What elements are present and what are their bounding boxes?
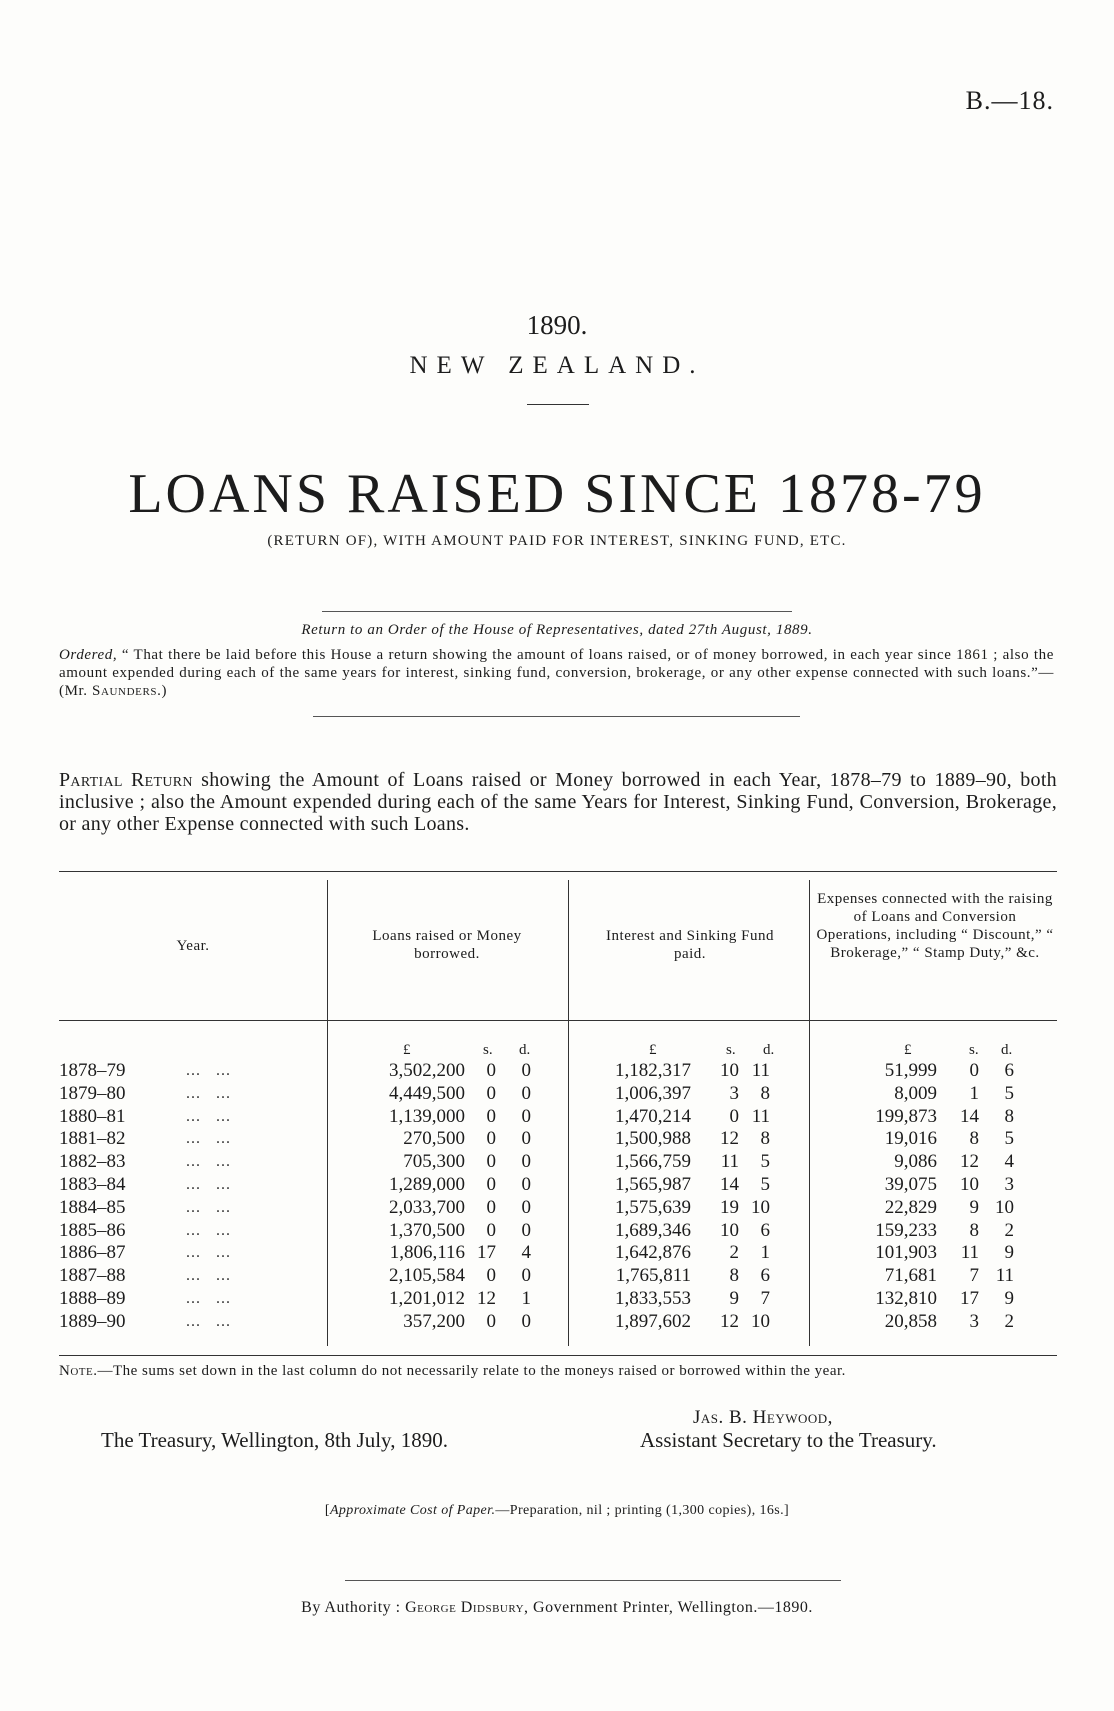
printer-name: George Didsbury [405,1599,525,1616]
imprint-rest: , Government Printer, Wellington.—1890. [524,1599,813,1616]
unit-pound: £ [904,1042,912,1058]
loans-pence: 1 [521,1288,531,1309]
ordered-label: Ordered, [59,647,118,663]
row-year: 1883–84 [59,1174,126,1195]
interest-pounds: 1,565,987 [615,1174,691,1195]
loans-pence: 0 [521,1196,531,1218]
interest-pence: 8 [760,1128,770,1150]
table-note [59,1363,1057,1380]
interest-pence: 8 [760,1082,770,1104]
row-year: 1886–87 [59,1242,126,1264]
leader-dots: ... ... [186,1062,231,1079]
expenses-pounds: 22,829 [884,1196,937,1218]
expenses-pounds: 199,873 [875,1105,937,1127]
loans-pence: 0 [521,1219,531,1241]
divider [313,716,800,717]
expenses-pence: 4 [1004,1151,1014,1173]
table-row [59,1288,1057,1310]
row-year: 1885–86 [59,1219,126,1241]
loans-pounds: 1,289,000 [389,1174,465,1195]
loans-pounds: 705,300 [403,1151,465,1173]
interest-pounds: 1,765,811 [615,1265,691,1287]
interest-pounds: 1,566,759 [615,1151,691,1173]
column-header-year: Year. [176,938,210,954]
row-year: 1879–80 [59,1082,126,1104]
cost-label: Approximate Cost of Paper. [329,1503,496,1518]
expenses-shillings: 11 [960,1242,979,1264]
table-row [59,1197,1057,1219]
interest-pence: 10 [751,1310,770,1332]
expenses-pence: 5 [1004,1082,1014,1104]
interest-pounds: 1,182,317 [615,1060,691,1081]
table-caption [59,769,1057,835]
loans-shillings: 0 [486,1151,496,1173]
loans-shillings: 0 [486,1128,496,1150]
row-year: 1887–88 [59,1265,126,1287]
loans-pence: 0 [521,1174,531,1195]
expenses-pounds: 8,009 [894,1082,937,1104]
interest-shillings: 12 [720,1128,739,1150]
note-label: Note. [59,1363,98,1379]
loans-pounds: 3,502,200 [389,1060,465,1081]
row-year: 1880–81 [59,1105,126,1127]
interest-pence: 5 [760,1151,770,1173]
expenses-pence: 9 [1004,1242,1014,1264]
expenses-shillings: 12 [960,1151,979,1173]
signature-place: The Treasury, Wellington, 8th July, 1890. [101,1428,448,1452]
loans-pounds: 270,500 [403,1128,465,1150]
expenses-shillings: 10 [960,1174,979,1195]
leader-dots: ... ... [186,1176,231,1193]
loans-pounds: 357,200 [403,1310,465,1332]
loans-shillings: 0 [486,1196,496,1218]
expenses-shillings: 1 [969,1082,979,1104]
expenses-pounds: 19,016 [884,1128,937,1150]
interest-pence: 6 [760,1265,770,1287]
table-row [59,1106,1057,1128]
row-year: 1882–83 [59,1151,126,1173]
expenses-pounds: 159,233 [875,1219,937,1241]
loans-shillings: 12 [477,1288,496,1309]
loans-pounds: 1,370,500 [389,1219,465,1241]
imprint-lead: By Authority : [301,1599,401,1616]
interest-pence: 11 [751,1060,770,1081]
unit-shilling: s. [969,1042,979,1058]
loans-pence: 4 [521,1242,531,1264]
interest-pence: 11 [751,1105,770,1127]
interest-pounds: 1,642,876 [615,1242,691,1264]
table-row [59,1265,1057,1287]
loans-pence: 0 [521,1128,531,1150]
interest-shillings: 14 [720,1174,739,1195]
row-year: 1888–89 [59,1288,126,1309]
publication-year: 1890. [526,310,588,340]
interest-pounds: 1,897,602 [615,1310,691,1332]
table-row [59,1151,1057,1173]
page-subtitle: (RETURN OF), WITH AMOUNT PAID FOR INTEREST, SINKING FUND, ETC. [267,533,847,549]
order-text [59,646,1054,700]
cost-line: [Approximate Cost of Paper.—Preparation, nil ; printing (1,300 copies), 16s.] [324,1503,790,1518]
interest-pounds: 1,833,553 [615,1288,691,1309]
expenses-pence: 10 [995,1196,1014,1218]
loans-pence: 0 [521,1060,531,1081]
country-heading: NEW ZEALAND. [409,352,705,379]
table-row [59,1311,1057,1333]
expenses-pence: 2 [1004,1310,1014,1332]
column-header-expenses: Expenses connected with the raising of Loans and Conversion Operations, including “ Discount,” “ Brokerage,” “ Stamp Duty,” &c. [816,891,1054,961]
expenses-pence: 11 [995,1265,1014,1287]
mover-name: Saunders [92,683,158,699]
interest-shillings: 10 [720,1219,739,1241]
table-row [59,1220,1057,1242]
loans-pounds: 1,201,012 [389,1288,465,1309]
loans-shillings: 0 [486,1174,496,1195]
loans-shillings: 0 [486,1082,496,1104]
unit-pence: d. [519,1042,531,1058]
loans-pence: 0 [521,1082,531,1104]
column-header-loans: Loans raised or Money borrowed. [372,928,522,962]
expenses-shillings: 3 [969,1310,979,1332]
expenses-shillings: 9 [969,1196,979,1218]
expenses-pence: 6 [1004,1060,1014,1081]
interest-pounds: 1,006,397 [615,1082,691,1104]
interest-pence: 5 [760,1174,770,1195]
divider [527,404,589,405]
unit-pence: d. [1001,1042,1013,1058]
caption-text: showing the Amount of Loans raised or Money borrowed in each Year, 1878–79 to 1889–90, both inclusive ; also the Amount expended during each of the same Years for Interest, Sinking Fund, Conversion, Brokerage, or any other Expense connected with such Loans. [59,769,1057,835]
loans-shillings: 17 [477,1242,496,1264]
signatory-name: Jas. B. Heywood, [693,1407,833,1428]
expenses-shillings: 8 [969,1128,979,1150]
interest-shillings: 3 [729,1082,739,1104]
caption-lead: Partial Return [59,769,193,791]
interest-pounds: 1,470,214 [615,1105,691,1127]
leader-dots: ... ... [186,1290,231,1307]
table-bottom-rule [59,1355,1057,1356]
loans-pounds: 2,105,584 [389,1265,465,1287]
imprint [0,1599,1114,1617]
leader-dots: ... ... [186,1221,231,1239]
interest-pence: 6 [760,1219,770,1241]
table-row [59,1128,1057,1150]
expenses-pence: 2 [1004,1219,1014,1241]
expenses-pounds: 9,086 [894,1151,937,1173]
loans-pounds: 4,449,500 [389,1082,465,1104]
loans-shillings: 0 [486,1060,496,1081]
document-reference: B.—18. [965,86,1054,115]
interest-pence: 7 [760,1288,770,1309]
expenses-pounds: 51,999 [884,1060,937,1081]
unit-pound: £ [403,1042,411,1058]
expenses-pounds: 132,810 [875,1288,937,1309]
expenses-pounds: 39,075 [884,1174,937,1195]
cost-text: —Preparation, nil ; printing (1,300 copies), 16s. [495,1503,785,1518]
loans-shillings: 0 [486,1265,496,1287]
unit-shilling: s. [726,1042,736,1058]
unit-pound: £ [649,1042,657,1058]
interest-pounds: 1,689,346 [615,1219,691,1241]
interest-pounds: 1,575,639 [615,1196,691,1218]
page-title: LOANS RAISED SINCE 1878-79 [128,463,986,525]
leader-dots: ... ... [186,1107,231,1125]
loans-shillings: 0 [486,1219,496,1241]
interest-shillings: 19 [720,1196,739,1218]
loans-pence: 0 [521,1265,531,1287]
table-row [59,1060,1057,1082]
expenses-pounds: 101,903 [875,1242,937,1264]
loans-pence: 0 [521,1310,531,1332]
expenses-shillings: 0 [969,1060,979,1081]
ordered-body: “ That there be laid before this House a return showing the amount of loans raised, or of money borrowed, in each year since 1861 ; also the amount expended during each of the same years for interest, sinking fund, conversion, brokerage, or any other expense connected with such loans.”—(Mr. [59,647,1054,699]
table-row [59,1083,1057,1105]
interest-pence: 10 [751,1196,770,1218]
divider [345,1580,841,1581]
loans-shillings: 0 [486,1310,496,1332]
expenses-pence: 8 [1004,1105,1014,1127]
leader-dots: ... ... [186,1244,231,1262]
table-row [59,1174,1057,1196]
interest-shillings: 2 [729,1242,739,1264]
leader-dots: ... ... [186,1130,231,1148]
leader-dots: ... ... [186,1312,231,1330]
expenses-shillings: 7 [969,1265,979,1287]
row-year: 1881–82 [59,1128,126,1150]
interest-shillings: 0 [729,1105,739,1127]
expenses-shillings: 8 [969,1219,979,1241]
loans-pence: 0 [521,1105,531,1127]
interest-shillings: 11 [720,1151,739,1173]
expenses-pounds: 20,858 [884,1310,937,1332]
expenses-pence: 5 [1004,1128,1014,1150]
interest-pence: 1 [760,1242,770,1264]
column-header-interest: Interest and Sinking Fund paid. [606,928,774,962]
expenses-pence: 9 [1004,1288,1014,1309]
expenses-shillings: 14 [960,1105,979,1127]
loans-pounds: 2,033,700 [389,1196,465,1218]
table-row [59,1242,1057,1264]
loans-pounds: 1,806,116 [389,1242,465,1264]
expenses-pounds: 71,681 [884,1265,937,1287]
interest-shillings: 8 [729,1265,739,1287]
ordered-close: .) [157,683,168,699]
loans-shillings: 0 [486,1105,496,1127]
unit-pence: d. [763,1042,775,1058]
row-year: 1884–85 [59,1196,126,1218]
signatory-title: Assistant Secretary to the Treasury. [640,1428,937,1452]
table-top-rule [59,871,1057,872]
leader-dots: ... ... [186,1153,231,1171]
table-header-rule [59,1020,1057,1021]
note-text: —The sums set down in the last column do not necessarily relate to the moneys raised or borrowed within the year. [97,1363,846,1379]
interest-pounds: 1,500,988 [615,1128,691,1150]
leader-dots: ... ... [186,1267,231,1285]
order-line: Return to an Order of the House of Representatives, dated 27th August, 1889. [301,622,813,638]
interest-shillings: 10 [720,1060,739,1081]
leader-dots: ... ... [186,1198,231,1216]
interest-shillings: 9 [729,1288,739,1309]
divider [322,611,792,612]
row-year: 1878–79 [59,1060,126,1081]
loans-pence: 0 [521,1151,531,1173]
unit-shilling: s. [483,1042,493,1058]
row-year: 1889–90 [59,1310,126,1332]
interest-shillings: 12 [720,1310,739,1332]
expenses-pence: 3 [1004,1174,1014,1195]
loans-pounds: 1,139,000 [389,1105,465,1127]
leader-dots: ... ... [186,1084,231,1102]
expenses-shillings: 17 [960,1288,979,1309]
